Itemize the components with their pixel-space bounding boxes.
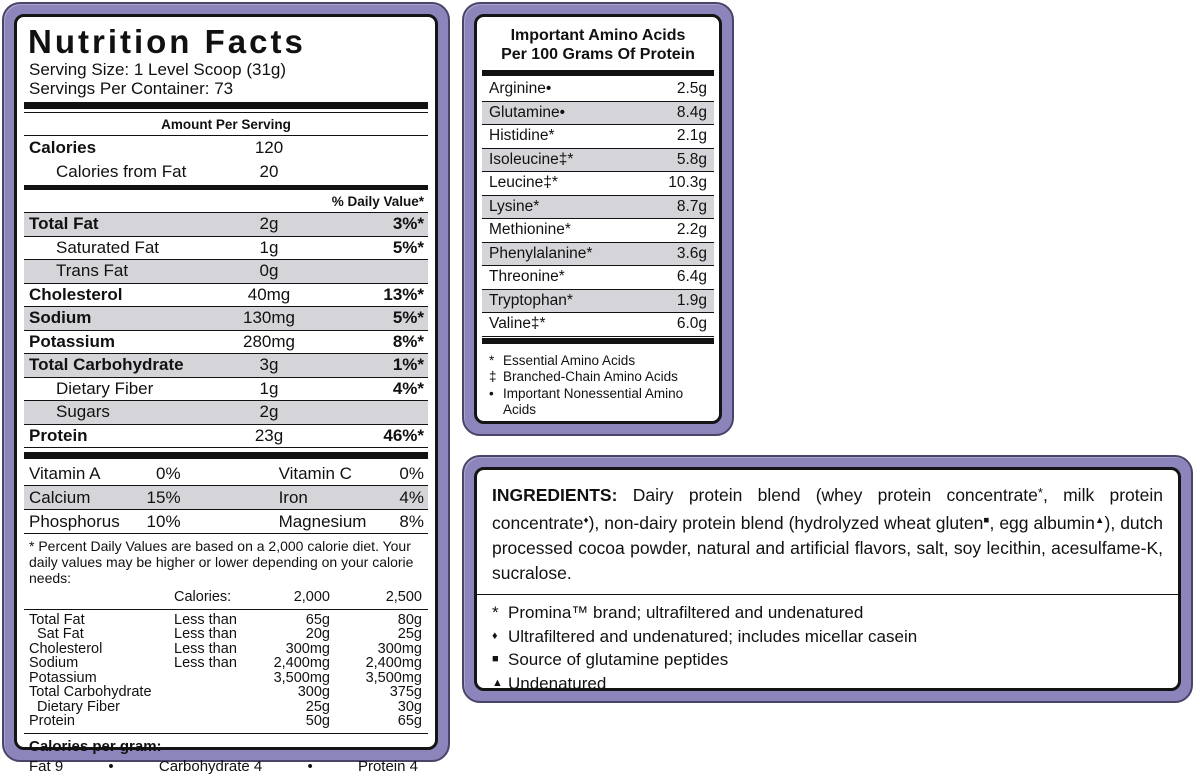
- ingredient-footnote-marker: *: [1037, 485, 1043, 500]
- bullet-separator: •: [307, 757, 313, 775]
- ingredients-panel: [462, 455, 1193, 703]
- nutrient-row: [24, 237, 428, 261]
- ingredients-legend-entry: [492, 672, 1163, 696]
- ingredients-divider: [477, 594, 1178, 595]
- nutrient-label: Sodium: [29, 308, 92, 328]
- servings-per-container-text: Servings Per Container: 73: [29, 79, 234, 98]
- nutrient-row: [24, 354, 428, 378]
- daily-value-footnote: * Percent Daily Values are based on a 2,000 calorie diet. Your daily values may be higher or lower depending on your calorie needs:: [29, 538, 414, 586]
- nutrient-label: Sugars: [56, 402, 110, 422]
- dv-table-label: Sat Fat: [37, 626, 84, 642]
- vitamin-left-label: Phosphorus: [29, 511, 120, 531]
- nutrient-daily-value: 4%*: [392, 378, 424, 398]
- legend-text: Undenatured: [508, 673, 607, 693]
- medium-divider-bar: [24, 185, 428, 190]
- amino-acid-value: 2.1g: [676, 127, 707, 145]
- amino-acid-rows: [482, 78, 714, 337]
- amino-legend: [482, 346, 714, 419]
- dv-table-2000-value: 300g: [297, 684, 330, 700]
- nutrient-amount: 40mg: [247, 284, 291, 304]
- nutrient-label: Potassium: [29, 331, 115, 351]
- nutrition-facts-title: Nutrition Facts: [28, 23, 306, 60]
- nutrient-amount: 23g: [254, 425, 284, 445]
- amino-title-line2: Per 100 Grams Of Protein: [501, 46, 695, 63]
- dv-table-2500-value: 3,500mg: [365, 669, 422, 686]
- nutrient-amount: 3g: [259, 355, 279, 375]
- legend-text: Source of glutamine peptides: [508, 650, 729, 669]
- amino-legend-entry: [489, 353, 712, 370]
- legend-symbol: ▲: [492, 676, 503, 689]
- dv-table-condition: [174, 685, 264, 700]
- dv-table-label: Cholesterol: [29, 640, 103, 657]
- calories-from-fat-value: 20: [259, 162, 279, 181]
- amino-acids-panel: [462, 2, 734, 436]
- nutrient-label: Trans Fat: [56, 261, 129, 281]
- nutrient-row: [24, 401, 428, 425]
- nutrient-daily-value: 1%*: [392, 355, 424, 375]
- dv-table-row: [24, 613, 428, 628]
- amount-per-serving-header: Amount Per Serving: [24, 112, 428, 136]
- amino-acid-value: 2.5g: [676, 80, 707, 98]
- amino-acid-row: [482, 149, 714, 173]
- nutrient-row: [24, 378, 428, 402]
- vitamin-row: [24, 486, 428, 510]
- amino-acid-value: 10.3g: [668, 174, 707, 192]
- dv-table-row: [24, 714, 428, 729]
- nutrient-row: [24, 425, 428, 449]
- amino-acid-label: Histidine*: [489, 127, 555, 145]
- vitamin-right-value: 0%: [399, 463, 424, 483]
- legend-text: Ultrafiltered and undenatured; includes micellar casein: [508, 626, 918, 646]
- dv-table-condition: [174, 700, 264, 715]
- calories-per-gram-item: Protein 4: [357, 757, 418, 775]
- dv-table-condition: [174, 714, 264, 729]
- nutrient-amount: 0g: [259, 261, 279, 281]
- amino-acid-label: Valine‡*: [489, 315, 546, 333]
- nutrient-label: Total Fat: [29, 214, 99, 234]
- amino-acid-label: Glutamine•: [489, 103, 566, 121]
- vitamin-left-value: 0%: [155, 463, 181, 483]
- nutrient-label: Dietary Fiber: [56, 378, 154, 398]
- calories-value: 120: [254, 138, 284, 157]
- ingredients-text: Dairy protein blend (whey protein concentrate*, milk protein concentrate♦), non-dairy protein blend (hydrolyzed wheat gluten■, egg albumin▲), dutch processed cocoa powder, natural and artificial flavors, salt, soy lecithin, acesulfame-K, sucralose.: [492, 485, 1164, 583]
- amino-acids-title: [482, 20, 714, 69]
- vitamin-left-label: Calcium: [29, 487, 91, 507]
- amino-acid-row: [482, 172, 714, 196]
- calories-columns-header: [24, 587, 428, 609]
- dv-table-2500-value: 30g: [397, 698, 422, 715]
- amino-acid-row: [482, 102, 714, 126]
- calories-row: [24, 136, 428, 160]
- legend-text: Important Nonessential Amino Acids: [503, 385, 684, 417]
- nutrient-amount: 2g: [259, 402, 279, 422]
- vitamin-row: [24, 462, 428, 486]
- vitamin-left-value: 10%: [146, 511, 181, 531]
- nutrient-amount: 280mg: [243, 331, 295, 351]
- ingredients-label: INGREDIENTS:: [492, 485, 618, 505]
- thick-divider-bar: [24, 102, 428, 109]
- calories-from-fat-label: Calories from Fat: [56, 162, 187, 181]
- ingredients-legend: [492, 601, 1163, 695]
- dv-table-condition: Less than: [174, 655, 237, 671]
- amino-legend-entry: [489, 386, 712, 419]
- legend-text: Promina™ brand; ultrafiltered and undenatured: [508, 603, 864, 622]
- amino-acid-label: Tryptophan*: [489, 291, 573, 309]
- vitamin-right-value: 4%: [399, 487, 424, 507]
- dv-table-label: Potassium: [29, 669, 97, 686]
- vitamin-left-value: 15%: [146, 487, 181, 507]
- amino-acid-label: Leucine‡*: [489, 174, 558, 192]
- amino-acid-row: [482, 266, 714, 290]
- daily-value-header: % Daily Value*: [24, 191, 428, 213]
- ingredients-legend-entry: [492, 648, 1163, 672]
- calories-2500-header: 2,500: [385, 589, 422, 605]
- calories-from-fat-row: [24, 160, 428, 184]
- legend-symbol: *: [489, 352, 495, 368]
- nutrition-facts-panel: [2, 2, 450, 775]
- vitamin-mineral-rows: [24, 462, 428, 534]
- vitamin-right-label: Iron: [278, 487, 308, 507]
- dv-table-2500-value: 65g: [397, 713, 422, 729]
- dv-table-2500-value: 375g: [389, 684, 422, 700]
- nutrient-row: [24, 260, 428, 284]
- legend-text: Essential Amino Acids: [503, 352, 636, 368]
- calories-per-gram-item: Fat 9: [29, 757, 64, 775]
- nutrient-amount: 1g: [259, 237, 279, 257]
- bullet-separator: •: [108, 757, 114, 775]
- nutrient-daily-value: 46%*: [383, 425, 424, 445]
- dv-table-row: [24, 671, 428, 686]
- thick-divider-bar: [482, 338, 714, 344]
- amino-acid-value: 1.9g: [676, 291, 707, 309]
- legend-text: Branched-Chain Amino Acids: [503, 369, 678, 384]
- dv-table-2000-value: 300mg: [285, 640, 330, 657]
- ingredient-footnote-marker: ■: [983, 515, 990, 526]
- dv-table-row: [24, 700, 428, 715]
- nutrient-daily-value: 13%*: [383, 284, 424, 304]
- amino-acid-label: Isoleucine‡*: [489, 150, 574, 168]
- amino-acid-label: Lysine*: [489, 197, 540, 215]
- nutrient-row: [24, 307, 428, 331]
- dv-table-2000-value: 3,500mg: [273, 669, 330, 686]
- nutrient-daily-value: 5%*: [392, 308, 424, 328]
- calories-per-gram-values: [24, 756, 428, 775]
- nutrient-daily-value: 8%*: [392, 331, 424, 351]
- amino-acid-label: Threonine*: [489, 268, 565, 286]
- serving-size-text: Serving Size: 1 Level Scoop (31g): [29, 60, 287, 79]
- dv-table-2000-value: 2,400mg: [273, 655, 330, 671]
- amino-acid-value: 5.8g: [676, 150, 707, 168]
- nutrient-label: Cholesterol: [29, 284, 123, 304]
- calories-per-gram-label: Calories per gram:: [24, 733, 428, 756]
- amino-acid-label: Methionine*: [489, 221, 571, 239]
- nutrient-amount: 130mg: [243, 308, 295, 328]
- amino-acid-row: [482, 196, 714, 220]
- ingredient-footnote-marker: ▲: [1094, 515, 1105, 526]
- ingredients-legend-entry: [492, 625, 1163, 649]
- vitamin-right-label: Magnesium: [278, 511, 367, 531]
- amino-acid-value: 6.4g: [676, 268, 707, 286]
- daily-values-reference-table: [24, 609, 428, 733]
- dv-table-2000-value: 20g: [305, 626, 330, 642]
- amino-acid-label: Arginine•: [489, 80, 552, 98]
- ingredients-card: [474, 467, 1181, 691]
- nutrient-label: Protein: [29, 425, 88, 445]
- amino-acid-value: 3.6g: [676, 244, 707, 262]
- amino-acid-row: [482, 125, 714, 149]
- ingredients-legend-entry: [492, 601, 1163, 625]
- nutrient-label: Saturated Fat: [56, 237, 160, 257]
- nutrient-row: [24, 331, 428, 355]
- calories-label: Calories: [29, 138, 97, 157]
- amino-acid-value: 2.2g: [676, 221, 707, 239]
- vitamin-right-value: 8%: [399, 511, 424, 531]
- nutrient-rows: [24, 213, 428, 448]
- amino-acid-row: [482, 313, 714, 337]
- vitamin-right-label: Vitamin C: [278, 463, 352, 483]
- dv-table-2500-value: 2,400mg: [365, 655, 422, 671]
- calories-columns-label: Calories:: [174, 589, 232, 605]
- dv-table-label: Dietary Fiber: [37, 698, 120, 715]
- ingredient-footnote-marker: ♦: [583, 515, 589, 526]
- nutrient-row: [24, 284, 428, 308]
- amino-acid-row: [482, 219, 714, 243]
- legend-symbol: •: [489, 385, 494, 401]
- thick-divider-bar: [482, 70, 714, 76]
- amino-acid-value: 8.7g: [676, 197, 707, 215]
- ingredients-paragraph: [492, 480, 1163, 586]
- dv-table-label: Total Carbohydrate: [29, 684, 152, 700]
- nutrient-label: Total Carbohydrate: [29, 355, 184, 375]
- nutrition-facts-card: [14, 14, 438, 775]
- amino-acid-row: [482, 243, 714, 267]
- dv-table-condition: Less than: [174, 626, 237, 642]
- nutrient-amount: 1g: [259, 378, 279, 398]
- vitamin-row: [24, 510, 428, 534]
- dv-table-condition: Less than: [174, 640, 237, 657]
- nutrient-daily-value: 5%*: [392, 237, 424, 257]
- dv-table-2000-value: 50g: [305, 713, 330, 729]
- amino-acid-label: Phenylalanine*: [489, 244, 593, 262]
- legend-symbol: ♦: [492, 629, 498, 642]
- legend-symbol: *: [492, 603, 499, 622]
- dv-table-2500-value: 25g: [397, 626, 422, 642]
- calories-per-gram-item: Carbohydrate 4: [158, 757, 263, 775]
- dv-table-2500-value: 300mg: [377, 640, 422, 657]
- thick-divider-bar: [24, 452, 428, 459]
- dv-table-2500-value: 80g: [397, 611, 422, 628]
- amino-title-line1: Important Amino Acids: [510, 27, 686, 44]
- dv-table-2000-value: 25g: [305, 698, 330, 715]
- amino-acids-card: [474, 14, 722, 424]
- dv-table-2000-value: 65g: [305, 611, 330, 628]
- dv-table-row: [24, 656, 428, 671]
- amino-acid-row: [482, 290, 714, 314]
- legend-symbol: ‡: [489, 369, 497, 384]
- nutrient-daily-value: 3%*: [392, 214, 424, 234]
- dv-table-row: [24, 627, 428, 642]
- dv-table-label: Protein: [29, 713, 75, 729]
- dv-table-row: [24, 685, 428, 700]
- dv-table-row: [24, 642, 428, 657]
- dv-table-label: Sodium: [29, 655, 79, 671]
- dv-table-condition: [174, 671, 264, 686]
- vitamin-left-label: Vitamin A: [29, 463, 101, 483]
- dv-table-condition: Less than: [174, 611, 237, 628]
- amino-acid-value: 8.4g: [676, 103, 707, 121]
- amino-acid-value: 6.0g: [676, 315, 707, 333]
- nutrient-row: [24, 213, 428, 237]
- calories-2000-header: 2,000: [293, 589, 330, 605]
- dv-table-label: Total Fat: [29, 611, 85, 628]
- legend-symbol: ■: [492, 653, 499, 665]
- amino-legend-entry: [489, 369, 712, 386]
- nutrient-amount: 2g: [259, 214, 279, 234]
- amino-acid-row: [482, 78, 714, 102]
